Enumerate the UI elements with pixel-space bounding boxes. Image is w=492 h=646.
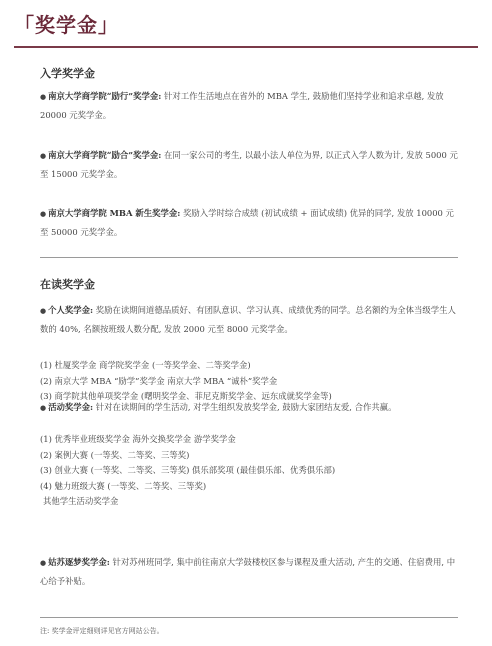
bullet-icon: ● — [40, 307, 47, 315]
page-title: 「奖学金」 — [14, 13, 119, 37]
section-heading-current: 在读奖学金 — [40, 278, 95, 291]
footer-divider — [40, 617, 458, 618]
page-header — [14, 12, 478, 48]
list-item: (4) 魅力班级大赛 (一等奖、二等奖、三等奖) — [40, 480, 207, 491]
list-item: 其他学生活动奖学金 — [43, 496, 119, 506]
gusu-scholarship: ● 姑苏逐梦奖学金: 针对苏州班同学, 集中前往南京大学鼓楼校区参与课程及重大活动, 产生的交通、住宿费用, 中心给予补贴。 — [40, 557, 456, 586]
bullet-icon: ● — [40, 404, 47, 412]
title-rule — [14, 46, 478, 48]
list-item: (3) 创业大赛 (一等奖、二等奖、三等奖) 俱乐部奖项 (最佳俱乐部、优秀俱乐部) — [40, 465, 336, 475]
list-item: (2) 案例大赛 (一等奖、二等奖、三等奖) — [40, 449, 190, 460]
entrance-item-3: ● 南京大学商学院 MBA 新生奖学金: 奖励入学时综合成绩 (初试成绩 + 面试成绩) 优异的同学, 发放 10000 元至 50000 元奖学金。 — [40, 208, 454, 237]
bullet-icon: ● — [40, 93, 47, 101]
list-item: (1) 杜厦奖学金 商学院奖学金 (一等奖学金、二等奖学金) — [40, 360, 251, 370]
list-item: (1) 优秀毕业班级奖学金 海外交换奖学金 游学奖学金 — [40, 434, 236, 444]
bullet-icon: ● — [40, 559, 47, 567]
section-divider — [40, 257, 458, 258]
list-item: (2) 南京大学 MBA “励学”奖学金 南京大学 MBA “诚朴”奖学金 — [40, 375, 278, 386]
bullet-icon: ● — [40, 210, 47, 218]
bullet-icon: ● — [40, 152, 47, 160]
activity-scholarship-list — [40, 432, 458, 510]
entrance-item-1: ● 南京大学商学院“励行”奖学金: 针对工作生活地点在省外的 MBA 学生, 鼓励他们坚持学业和追求卓越, 发放 20000 元奖学金。 — [40, 91, 444, 120]
section-heading-entrance: 入学奖学金 — [40, 67, 95, 80]
footnote: 注: 奖学金评定细则详见官方网站公告。 — [40, 627, 164, 635]
entrance-item-2: ● 南京大学商学院“励合”奖学金: 在同一家公司的考生, 以最小法人单位为界, 以正式入学人数为计, 发放 5000 元至 15000 元奖学金。 — [40, 150, 458, 179]
list-item: (3) 商学院其他单项奖学金 (曙明奖学金、菲尼克斯奖学金、远东成就奖学金等) — [40, 391, 332, 401]
individual-scholarship: ● 个人奖学金: 奖励在读期间道德品质好、有团队意识、学习认真、成绩优秀的同学。总名额约为全体当级学生人数的 40%, 名额按班级人数分配, 发放 2000 元至 8000 元奖学金。 — [40, 305, 456, 334]
activity-scholarship: ● 活动奖学金: 针对在读期间的学生活动, 对学生组织发放奖学金, 鼓励大家团结友爱, 合作共赢。 — [40, 402, 397, 412]
